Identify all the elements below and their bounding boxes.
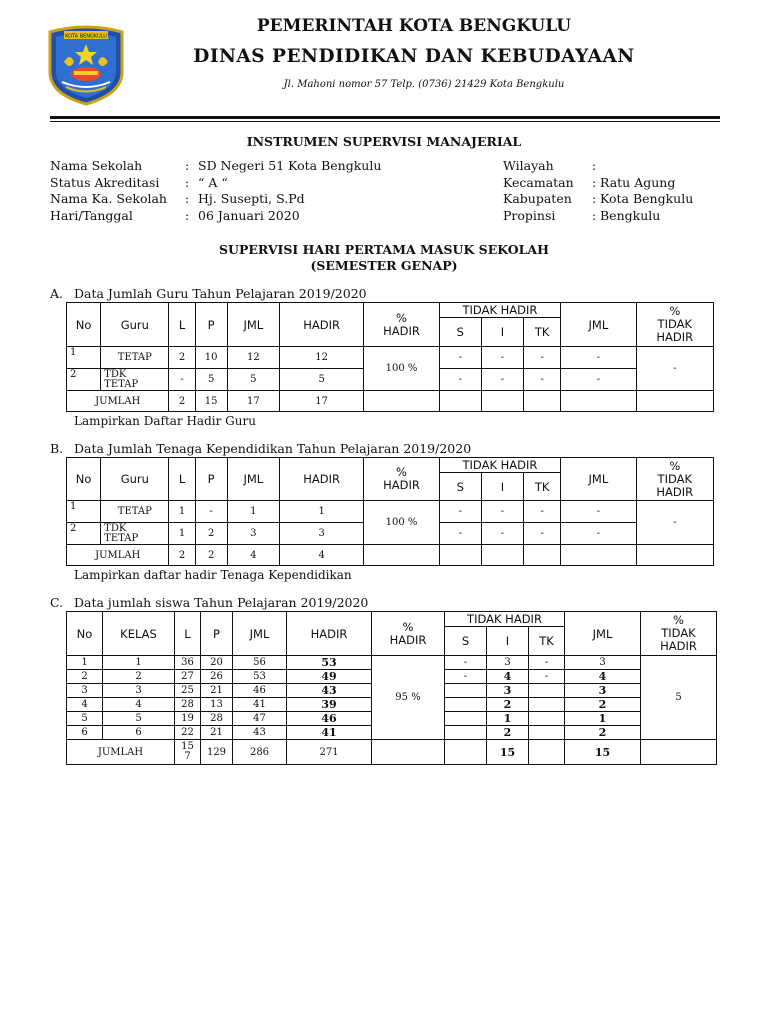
- school-info-left: [50, 158, 381, 224]
- cell-total-l: 2: [169, 545, 195, 566]
- section-title: Data Jumlah Tenaga Kependidikan Tahun Pelajaran 2019/2020: [74, 441, 472, 456]
- cell-empty: [524, 391, 561, 412]
- cell-guru: [101, 523, 169, 545]
- cell-s: -: [439, 501, 481, 523]
- cell-empty: [636, 545, 713, 566]
- cell-i: -: [481, 501, 523, 523]
- info-label: Nama Sekolah: [50, 158, 143, 173]
- cell-hadir: 5: [279, 369, 363, 391]
- cell-kelas: 4: [103, 698, 175, 712]
- cell-total-p: 2: [195, 545, 227, 566]
- cell-p: 26: [201, 670, 233, 684]
- header-rule-thin: [50, 121, 720, 122]
- info-row: [50, 208, 381, 225]
- col-header-i: I: [487, 627, 529, 656]
- section-letter: A.: [50, 286, 64, 301]
- cell-l: 25: [175, 684, 201, 698]
- cell-guru: [101, 369, 169, 391]
- info-separator: :: [592, 158, 597, 173]
- info-value: SD Negeri 51 Kota Bengkulu: [198, 158, 382, 173]
- cell-s: [445, 726, 487, 740]
- table-row: [67, 347, 714, 369]
- cell-jml-absent: 2: [565, 726, 641, 740]
- subtitle-first-day: SUPERVISI HARI PERTAMA MASUK SEKOLAH: [219, 242, 549, 257]
- col-header-jml-absent: JML: [565, 612, 641, 656]
- hadir-label: HADIR: [656, 484, 694, 499]
- col-header-pct-hadir: [364, 458, 439, 501]
- guru-line-2: TETAP: [104, 378, 139, 390]
- cell-p: 10: [195, 347, 227, 369]
- col-header-pct-tidak-hadir: [641, 612, 717, 656]
- col-header-pct-tidak-hadir: [636, 303, 713, 347]
- info-value: Hj. Susepti, S.Pd: [198, 191, 305, 206]
- info-row: [50, 175, 381, 192]
- cell-jml: 5: [227, 369, 279, 391]
- cell-i: 2: [487, 698, 529, 712]
- cell-p: 13: [201, 698, 233, 712]
- cell-jml-absent: 4: [565, 670, 641, 684]
- info-value: Kota Bengkulu: [600, 191, 694, 206]
- col-header-l: L: [169, 458, 195, 501]
- pct-hadir-label: HADIR: [383, 323, 420, 338]
- col-header-guru: Guru: [101, 303, 169, 347]
- cell-tk: -: [524, 501, 561, 523]
- col-header-tk: TK: [524, 473, 561, 501]
- cell-i: -: [481, 523, 523, 545]
- guru-line-1: TDK: [104, 368, 127, 380]
- cell-tk: [529, 712, 565, 726]
- table-total-row: [67, 545, 714, 566]
- cell-no: 6: [67, 726, 103, 740]
- section-a-heading: [50, 286, 367, 301]
- col-header-tidak-hadir: TIDAK HADIR: [439, 303, 561, 318]
- col-header-jml: JML: [227, 458, 279, 501]
- cell-jml-absent: -: [561, 523, 636, 545]
- tidak-label: TIDAK: [657, 471, 693, 486]
- cell-no: 2: [67, 369, 101, 391]
- cell-jml-absent: -: [561, 347, 636, 369]
- cell-i: 1: [487, 712, 529, 726]
- col-header-kelas: KELAS: [103, 612, 175, 656]
- cell-i: 4: [487, 670, 529, 684]
- col-header-jml-absent: JML: [561, 303, 636, 347]
- cell-empty: [372, 740, 445, 765]
- hadir-label: HADIR: [660, 639, 697, 653]
- info-separator: :: [185, 207, 190, 223]
- info-value: 06 Januari 2020: [198, 207, 300, 223]
- cell-jml-absent: 2: [565, 698, 641, 712]
- cell-l: 36: [175, 656, 201, 670]
- table-total-row: [67, 740, 717, 765]
- cell-empty: [364, 391, 439, 412]
- info-label: Propinsi: [503, 207, 556, 223]
- cell-jml-absent: -: [561, 369, 636, 391]
- section-c-heading: [50, 595, 368, 610]
- cell-hadir: 53: [287, 656, 372, 670]
- cell-s: -: [445, 656, 487, 670]
- col-header-pct-hadir: [364, 303, 439, 347]
- cell-total-i: 15: [487, 740, 529, 765]
- header-department: DINAS PENDIDIKAN DAN KEBUDAYAAN: [193, 46, 635, 67]
- col-header-jml: JML: [227, 303, 279, 347]
- col-header-jml-absent: JML: [561, 458, 636, 501]
- cell-jml: 53: [233, 670, 287, 684]
- col-header-hadir: HADIR: [287, 612, 372, 656]
- pct-sign: %: [669, 458, 681, 473]
- cell-hadir: 3: [279, 523, 363, 545]
- document-title: INSTRUMEN SUPERVISI MANAJERIAL: [246, 134, 522, 149]
- cell-kelas: 2: [103, 670, 175, 684]
- cell-total-p: 129: [201, 740, 233, 765]
- cell-empty: [636, 391, 713, 412]
- cell-jml-absent: 1: [565, 712, 641, 726]
- cell-hadir: 49: [287, 670, 372, 684]
- col-header-l: L: [169, 303, 195, 347]
- pct-sign: %: [673, 613, 684, 627]
- cell-jml-absent: 3: [565, 684, 641, 698]
- info-separator: :: [185, 191, 190, 206]
- cell-l: 19: [175, 712, 201, 726]
- cell-jml: 43: [233, 726, 287, 740]
- cell-hadir: 43: [287, 684, 372, 698]
- info-value: Bengkulu: [600, 207, 661, 223]
- cell-s: [445, 698, 487, 712]
- col-header-p: P: [195, 303, 227, 347]
- cell-i: 3: [487, 684, 529, 698]
- cell-hadir: 12: [279, 347, 363, 369]
- header-address: Jl. Mahoni nomor 57 Telp. (0736) 21429 Kota Bengkulu: [283, 79, 565, 90]
- info-row: [503, 158, 693, 175]
- cell-l: 28: [175, 698, 201, 712]
- info-separator: :: [592, 174, 597, 190]
- col-header-tk: TK: [524, 318, 561, 347]
- cell-tk: -: [524, 347, 561, 369]
- cell-pct-hadir: 100 %: [364, 501, 439, 545]
- info-value: “ A “: [198, 174, 228, 190]
- info-label: Kecamatan: [503, 174, 574, 190]
- school-info-right: [503, 158, 693, 224]
- total-l-line-2: 7: [184, 751, 191, 762]
- col-header-hadir: HADIR: [279, 458, 363, 501]
- cell-pct-tidak-hadir: -: [636, 501, 713, 545]
- col-header-s: S: [439, 473, 481, 501]
- cell-no: 2: [67, 523, 101, 545]
- info-row: [50, 158, 381, 175]
- cell-jml: 47: [233, 712, 287, 726]
- cell-p: 2: [195, 523, 227, 545]
- col-header-guru: Guru: [101, 458, 169, 501]
- col-header-no: No: [67, 612, 103, 656]
- cell-hadir: 39: [287, 698, 372, 712]
- col-header-i: I: [481, 473, 523, 501]
- cell-p: 20: [201, 656, 233, 670]
- pct-hadir-label: HADIR: [389, 632, 427, 647]
- svg-text:KOTA BENGKULU: KOTA BENGKULU: [65, 33, 107, 40]
- cell-p: 28: [201, 712, 233, 726]
- cell-tk: -: [529, 670, 565, 684]
- cell-empty: [439, 545, 481, 566]
- cell-l: 22: [175, 726, 201, 740]
- info-separator: :: [592, 191, 597, 206]
- cell-total-label: JUMLAH: [67, 391, 169, 412]
- section-letter: B.: [50, 441, 64, 456]
- cell-hadir: 41: [287, 726, 372, 740]
- cell-s: [445, 712, 487, 726]
- info-label: Wilayah: [503, 158, 554, 173]
- info-row: [50, 191, 381, 208]
- cell-total-l: [175, 740, 201, 765]
- total-l-line-1: 15: [181, 741, 194, 752]
- cell-no: 5: [67, 712, 103, 726]
- col-header-jml: JML: [233, 612, 287, 656]
- cell-jml: 56: [233, 656, 287, 670]
- tidak-label: TIDAK: [657, 317, 693, 331]
- cell-empty: [561, 545, 636, 566]
- cell-p: 5: [195, 369, 227, 391]
- cell-total-jml: 4: [227, 545, 279, 566]
- cell-guru: TETAP: [101, 347, 169, 369]
- cell-no: 1: [67, 501, 101, 523]
- pct-sign: %: [402, 619, 414, 634]
- subtitle-semester: (SEMESTER GENAP): [310, 258, 458, 273]
- info-label: Nama Ka. Sekolah: [50, 191, 167, 206]
- section-title: Data jumlah siswa Tahun Pelajaran 2019/2020: [74, 595, 369, 610]
- cell-total-p: 15: [195, 391, 227, 412]
- student-table: [66, 611, 717, 765]
- cell-jml: 46: [233, 684, 287, 698]
- pct-sign: %: [396, 465, 407, 479]
- info-label: Status Akreditasi: [50, 174, 160, 190]
- pct-hadir-label: HADIR: [383, 478, 420, 492]
- cell-empty: [445, 740, 487, 765]
- cell-jml: 12: [227, 347, 279, 369]
- col-header-i: I: [481, 318, 523, 347]
- section-letter: C.: [50, 595, 64, 610]
- guru-line-2: TETAP: [104, 532, 139, 544]
- header-rule-thick: [50, 116, 720, 119]
- info-label: Kabupaten: [503, 191, 572, 206]
- cell-i: -: [481, 369, 523, 391]
- cell-s: [445, 684, 487, 698]
- cell-jml-absent: -: [561, 501, 636, 523]
- cell-l: 27: [175, 670, 201, 684]
- cell-pct-hadir: 100 %: [364, 347, 439, 391]
- col-header-no: No: [67, 303, 101, 347]
- pct-sign: %: [669, 304, 681, 318]
- guru-line-1: TDK: [104, 522, 127, 534]
- table-row: [67, 656, 717, 670]
- col-header-l: L: [175, 612, 201, 656]
- cell-total-jml-absent: 15: [565, 740, 641, 765]
- cell-kelas: 5: [103, 712, 175, 726]
- table-total-row: [67, 391, 714, 412]
- col-header-tidak-hadir: TIDAK HADIR: [445, 612, 565, 627]
- cell-empty: [439, 391, 481, 412]
- cell-empty: [641, 740, 717, 765]
- cell-l: -: [169, 369, 195, 391]
- cell-hadir: 1: [279, 501, 363, 523]
- tidak-label: TIDAK: [661, 626, 696, 640]
- cell-no: 1: [67, 656, 103, 670]
- cell-empty: [524, 545, 561, 566]
- hadir-label: HADIR: [656, 330, 694, 344]
- col-header-p: P: [201, 612, 233, 656]
- header-government: PEMERINTAH KOTA BENGKULU: [256, 16, 572, 36]
- cell-tk: -: [524, 523, 561, 545]
- cell-no: 3: [67, 684, 103, 698]
- info-separator: :: [185, 158, 190, 173]
- cell-s: -: [439, 523, 481, 545]
- cell-no: 1: [67, 347, 101, 369]
- cell-total-hadir: 4: [279, 545, 363, 566]
- cell-total-label: JUMLAH: [67, 740, 175, 765]
- cell-tk: -: [524, 369, 561, 391]
- cell-empty: [364, 545, 439, 566]
- cell-jml: 3: [227, 523, 279, 545]
- cell-empty: [481, 391, 523, 412]
- info-row: [503, 208, 693, 225]
- section-b-note: Lampirkan daftar hadir Tenaga Kependidikan: [74, 568, 352, 582]
- info-separator: :: [185, 174, 190, 190]
- cell-total-jml: 17: [227, 391, 279, 412]
- cell-no: 2: [67, 670, 103, 684]
- cell-s: -: [439, 347, 481, 369]
- cell-total-jml: 286: [233, 740, 287, 765]
- cell-tk: [529, 698, 565, 712]
- table-row: [67, 501, 714, 523]
- cell-jml: 41: [233, 698, 287, 712]
- cell-empty: [481, 545, 523, 566]
- col-header-no: No: [67, 458, 101, 501]
- cell-jml: 1: [227, 501, 279, 523]
- cell-s: -: [439, 369, 481, 391]
- cell-empty: [561, 391, 636, 412]
- col-header-p: P: [195, 458, 227, 501]
- section-b-heading: [50, 441, 471, 456]
- cell-guru: TETAP: [101, 501, 169, 523]
- cell-total-l: 2: [169, 391, 195, 412]
- section-title: Data Jumlah Guru Tahun Pelajaran 2019/2020: [74, 286, 367, 301]
- cell-l: 1: [169, 501, 195, 523]
- section-a-note: Lampirkan Daftar Hadir Guru: [74, 414, 256, 428]
- cell-tk: -: [529, 656, 565, 670]
- teacher-table: [66, 302, 714, 412]
- cell-tk: [529, 684, 565, 698]
- cell-pct-tidak-hadir: 5: [641, 656, 717, 740]
- cell-kelas: 3: [103, 684, 175, 698]
- cell-l: 1: [169, 523, 195, 545]
- info-value: Ratu Agung: [600, 174, 676, 190]
- cell-total-hadir: 271: [287, 740, 372, 765]
- pct-sign: %: [396, 310, 407, 325]
- cell-p: -: [195, 501, 227, 523]
- cell-empty: [529, 740, 565, 765]
- col-header-tk: TK: [529, 627, 565, 656]
- cell-jml-absent: 3: [565, 656, 641, 670]
- cell-pct-tidak-hadir: -: [636, 347, 713, 391]
- cell-kelas: 6: [103, 726, 175, 740]
- info-label: Hari/Tanggal: [50, 207, 133, 223]
- cell-no: 4: [67, 698, 103, 712]
- cell-l: 2: [169, 347, 195, 369]
- info-row: [503, 191, 693, 208]
- cell-hadir: 46: [287, 712, 372, 726]
- col-header-pct-hadir: [372, 612, 445, 656]
- cell-tk: [529, 726, 565, 740]
- cell-i: -: [481, 347, 523, 369]
- info-row: [503, 175, 693, 192]
- cell-s: -: [445, 670, 487, 684]
- col-header-s: S: [445, 627, 487, 656]
- cell-p: 21: [201, 684, 233, 698]
- cell-total-label: JUMLAH: [67, 545, 169, 566]
- col-header-hadir: HADIR: [279, 303, 363, 347]
- info-separator: :: [592, 207, 597, 223]
- cell-pct-hadir: 95 %: [372, 656, 445, 740]
- cell-i: 2: [487, 726, 529, 740]
- cell-kelas: 1: [103, 656, 175, 670]
- cell-p: 21: [201, 726, 233, 740]
- staff-table: [66, 457, 714, 566]
- col-header-tidak-hadir: TIDAK HADIR: [439, 458, 561, 473]
- cell-total-hadir: 17: [279, 391, 363, 412]
- col-header-pct-tidak-hadir: [636, 458, 713, 501]
- cell-i: 3: [487, 656, 529, 670]
- col-header-s: S: [439, 318, 481, 347]
